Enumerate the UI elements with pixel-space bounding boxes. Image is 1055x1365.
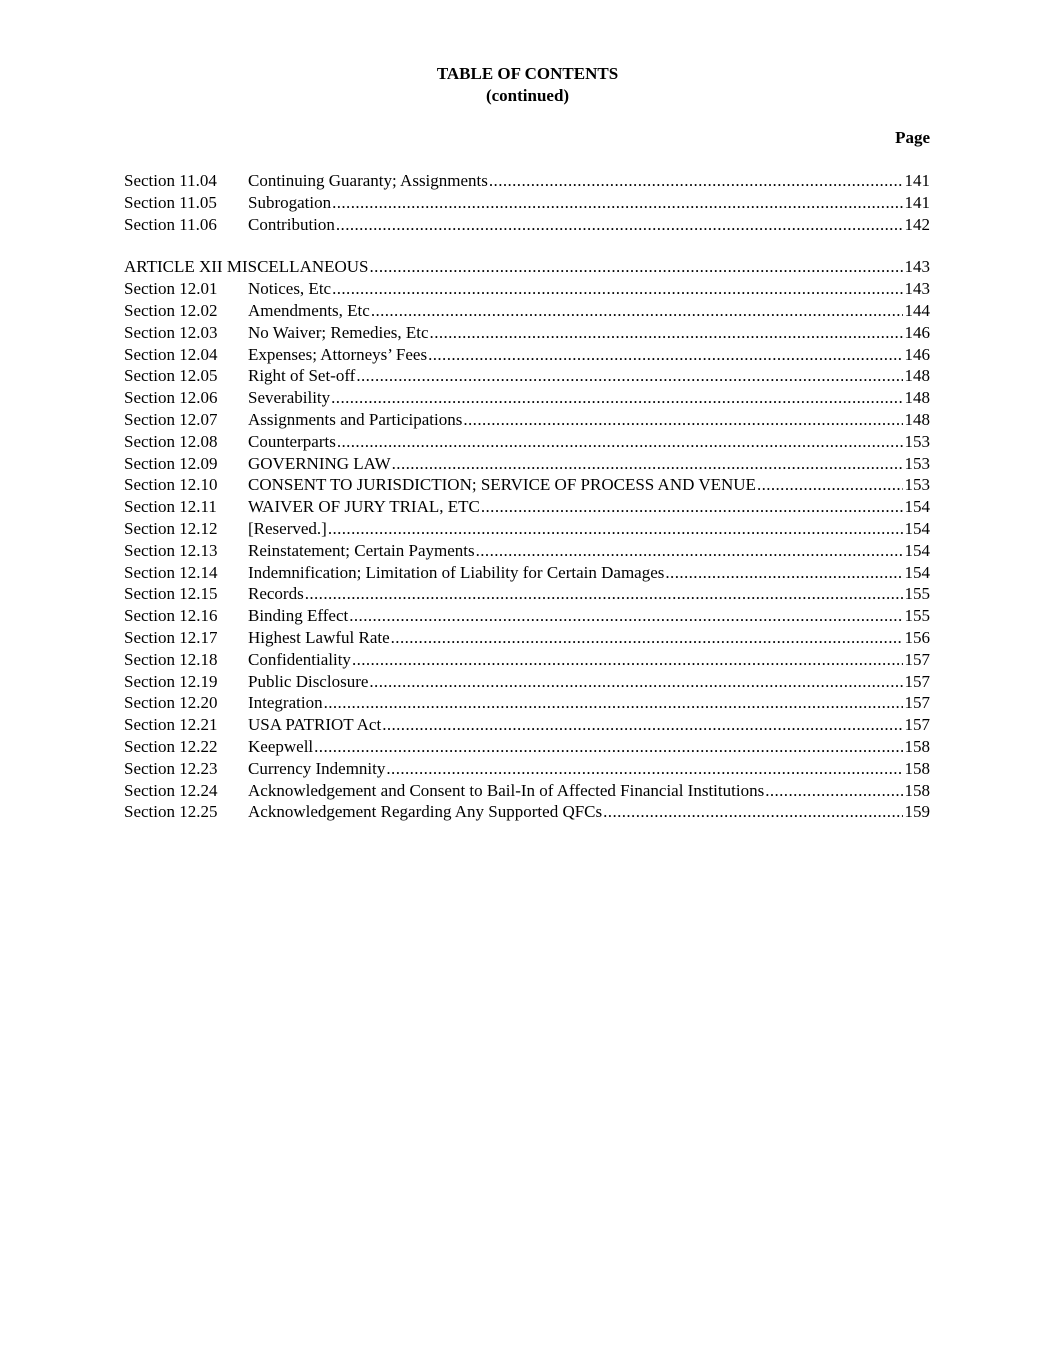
toc-entry-number: Section 12.06: [124, 388, 218, 408]
toc-dot-leader: [349, 605, 902, 627]
toc-entry-title: Expenses; Attorneys’ Fees: [248, 344, 428, 364]
toc-dot-leader: [332, 192, 902, 214]
toc-entry-title: CONSENT TO JURISDICTION; SERVICE OF PROCESS AND VENUE: [248, 475, 756, 495]
toc-entry[interactable]: [124, 692, 930, 714]
toc-dot-leader: [603, 801, 902, 823]
toc-entry[interactable]: [124, 605, 930, 627]
toc-entry[interactable]: [124, 714, 930, 736]
toc-entry-title: Right of Set-off: [248, 366, 356, 386]
toc-entry[interactable]: [124, 649, 930, 671]
toc-dot-leader: [386, 758, 902, 780]
toc-entry-number: Section 12.21: [124, 715, 218, 735]
toc-dot-leader: [370, 256, 903, 278]
toc-entry-title: ARTICLE XII MISCELLANEOUS: [124, 257, 369, 277]
toc-entry[interactable]: [124, 474, 930, 496]
toc-entry-page: 157: [904, 693, 930, 713]
toc-dot-leader: [337, 431, 903, 453]
toc-entry-title: WAIVER OF JURY TRIAL, ETC: [248, 497, 480, 517]
toc-entry-title: Reinstatement; Certain Payments: [248, 540, 475, 560]
toc-entry-title: [Reserved.]: [248, 518, 327, 538]
toc-entry-page: 159: [904, 802, 930, 822]
toc-entry-number: Section 12.16: [124, 606, 218, 626]
toc-entry-number: Section 11.04: [124, 171, 217, 190]
toc-entry-page: 154: [904, 540, 930, 560]
toc-entry-number: Section 12.20: [124, 693, 218, 713]
toc-entry-number: Section 11.06: [124, 214, 217, 234]
toc-entry-number: Section 12.24: [124, 780, 218, 800]
toc-title: TABLE OF CONTENTS: [436, 64, 619, 83]
toc-entry-page: 146: [904, 344, 930, 364]
toc-entry-page: 146: [904, 322, 930, 342]
toc-subtitle: (continued): [485, 86, 570, 105]
toc-entry-page: 142: [904, 214, 930, 234]
toc-dot-leader: [489, 170, 903, 192]
toc-entry[interactable]: [124, 736, 930, 758]
toc-entry[interactable]: [124, 801, 930, 823]
toc-entry[interactable]: [124, 300, 930, 322]
toc-entry[interactable]: [124, 278, 930, 300]
toc-dot-leader: [765, 780, 902, 802]
toc-entry-page: 155: [904, 584, 930, 604]
toc-entry-number: Section 12.13: [124, 540, 218, 560]
toc-entry-page: 143: [904, 257, 930, 277]
toc-entry[interactable]: [124, 518, 930, 540]
toc-entry-title: Amendments, Etc: [248, 300, 370, 320]
toc-entry[interactable]: [124, 627, 930, 649]
toc-entry-title: Binding Effect: [248, 606, 349, 626]
toc-entry[interactable]: [124, 583, 930, 605]
toc-entry-title: Assignments and Participations: [248, 409, 463, 429]
toc-dot-leader: [352, 649, 903, 671]
toc-entry-number: Section 12.19: [124, 671, 218, 691]
toc-entry[interactable]: [124, 453, 930, 475]
toc-dot-leader: [324, 692, 903, 714]
toc-entry-title: Acknowledgement and Consent to Bail-In of Affected Financial Institutions: [248, 780, 765, 800]
toc-entry[interactable]: [124, 344, 930, 366]
toc-entry[interactable]: [124, 409, 930, 431]
toc-dot-leader: [336, 214, 903, 236]
toc-entry[interactable]: [124, 496, 930, 518]
toc-entry[interactable]: [124, 365, 930, 387]
toc-entry[interactable]: [124, 562, 930, 584]
toc-entry-number: Section 12.07: [124, 409, 218, 429]
toc-dot-leader: [314, 736, 902, 758]
toc-dot-leader: [391, 627, 903, 649]
toc-entry-title: Currency Indemnity: [248, 758, 386, 778]
toc-entry-title: GOVERNING LAW: [248, 453, 391, 473]
toc-entry-number: Section 11.05: [124, 192, 217, 212]
toc-entry-title: No Waiver; Remedies, Etc: [248, 322, 429, 342]
toc-dot-leader: [430, 322, 903, 344]
toc-dot-leader: [331, 387, 902, 409]
toc-entry-page: 148: [904, 388, 930, 408]
toc-dot-leader: [392, 453, 903, 475]
toc-entry-page: 157: [904, 671, 930, 691]
toc-entry-title: Indemnification; Limitation of Liability for Certain Damages: [248, 562, 665, 582]
toc-dot-leader: [476, 540, 903, 562]
toc-entry-page: 158: [904, 736, 930, 756]
toc-entry-number: Section 12.09: [124, 453, 218, 473]
toc-entry-page: 157: [904, 649, 930, 669]
toc-entry[interactable]: [124, 214, 930, 236]
toc-entry-page: 154: [904, 562, 930, 582]
toc-entry-number: Section 12.02: [124, 300, 218, 320]
toc-entry-page: 141: [904, 192, 930, 212]
toc-entry-page: 148: [904, 366, 930, 386]
toc-entry[interactable]: [124, 758, 930, 780]
toc-entry-page: 144: [904, 300, 930, 320]
toc-entry[interactable]: [124, 192, 930, 214]
toc-entry-page: 153: [904, 431, 930, 451]
toc-dot-leader: [305, 583, 903, 605]
toc-dot-leader: [332, 278, 902, 300]
toc-entry-title: Keepwell: [248, 736, 314, 756]
toc-entry-title: Notices, Etc: [248, 279, 332, 299]
toc-entry-number: Section 12.23: [124, 758, 218, 778]
toc-dot-leader: [369, 671, 902, 693]
toc-entry[interactable]: [124, 540, 930, 562]
toc-entry-number: Section 12.25: [124, 802, 218, 822]
toc-entry-number: Section 12.11: [124, 497, 217, 517]
toc-dot-leader: [382, 714, 902, 736]
toc-entry[interactable]: [124, 322, 930, 344]
toc-entry-title: Confidentiality: [248, 649, 351, 669]
toc-entry-number: Section 12.22: [124, 736, 218, 756]
toc-entry[interactable]: [124, 780, 930, 802]
toc-entry-page: 154: [904, 497, 930, 517]
toc-dot-leader: [481, 496, 903, 518]
toc-entry-page: 156: [904, 627, 930, 647]
toc-entry-page: 148: [904, 409, 930, 429]
toc-entry-number: Section 12.12: [124, 518, 218, 538]
toc-entry[interactable]: [124, 387, 930, 409]
toc-entry-number: Section 12.01: [124, 279, 218, 299]
toc-entry-number: Section 12.18: [124, 649, 218, 669]
toc-entry-title: USA PATRIOT Act: [248, 715, 382, 735]
toc-entry-page: 143: [904, 279, 930, 299]
toc-entry-page: 158: [904, 758, 930, 778]
toc-entry[interactable]: [124, 170, 930, 192]
toc-list: [124, 170, 930, 823]
toc-entry-number: Section 12.15: [124, 584, 218, 604]
toc-dot-leader: [665, 562, 902, 584]
toc-entry-page: 153: [904, 453, 930, 473]
toc-entry-title: Counterparts: [248, 431, 336, 451]
toc-entry-title: Public Disclosure: [248, 671, 369, 691]
toc-entry-page: 158: [904, 780, 930, 800]
toc-dot-leader: [757, 474, 903, 496]
toc-dot-leader: [371, 300, 903, 322]
toc-entry-number: Section 12.05: [124, 366, 218, 386]
toc-entry-number: Section 12.04: [124, 344, 218, 364]
toc-entry-page: 153: [904, 475, 930, 495]
toc-dot-leader: [328, 518, 903, 540]
toc-entry-title: Subrogation: [248, 192, 332, 212]
toc-entry-page: 155: [904, 606, 930, 626]
toc-entry-number: Section 12.08: [124, 431, 218, 451]
toc-entry-number: Section 12.17: [124, 627, 218, 647]
toc-entry-page: 157: [904, 715, 930, 735]
toc-entry-number: Section 12.10: [124, 475, 218, 495]
toc-entry[interactable]: [124, 431, 930, 453]
toc-entry-title: Highest Lawful Rate: [248, 627, 390, 647]
toc-entry-title: Acknowledgement Regarding Any Supported QFCs: [248, 802, 603, 822]
toc-entry-title: Severability: [248, 388, 331, 408]
toc-entry-number: Section 12.14: [124, 562, 218, 582]
toc-entry-title: Contribution: [248, 214, 335, 234]
toc-entry-title: Records: [248, 584, 304, 604]
toc-dot-leader: [463, 409, 902, 431]
toc-entry-title: Continuing Guaranty; Assignments: [248, 171, 488, 190]
page-column-label: Page: [895, 128, 930, 147]
toc-dot-leader: [356, 365, 902, 387]
toc-entry-number: Section 12.03: [124, 322, 218, 342]
toc-entry-page: 141: [904, 171, 930, 190]
toc-entry[interactable]: [124, 671, 930, 693]
toc-entry-title: Integration: [248, 693, 323, 713]
toc-entry-page: 154: [904, 518, 930, 538]
toc-article-entry[interactable]: [124, 256, 930, 278]
toc-dot-leader: [428, 344, 902, 366]
